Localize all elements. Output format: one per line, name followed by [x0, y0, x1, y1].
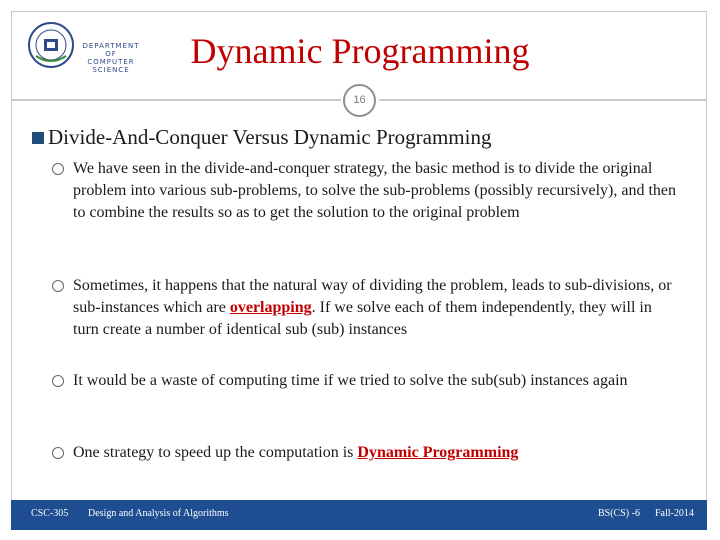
- program-label: BS(CS) -6: [598, 508, 640, 519]
- title-divider-left: [11, 99, 341, 101]
- footer-bar: [11, 500, 707, 530]
- course-code: CSC-305: [31, 508, 69, 519]
- square-bullet-icon: [32, 132, 44, 144]
- bullet-text-before: One strategy to speed up the computation is: [73, 444, 358, 461]
- highlight-dynamic-programming: Dynamic Programming: [357, 444, 519, 461]
- logo-line-2: COMPUTER: [87, 58, 135, 66]
- title-divider-right: [379, 99, 707, 101]
- bullet-text: [73, 442, 678, 464]
- university-seal-icon: [26, 20, 76, 70]
- slide-title: Dynamic Programming: [190, 31, 530, 71]
- course-title: Design and Analysis of Algorithms: [88, 508, 229, 519]
- page-number: 16: [343, 84, 376, 117]
- logo-line-1: DEPARTMENT OF: [82, 42, 140, 58]
- circle-bullet-icon: [52, 447, 64, 459]
- circle-bullet-icon: [52, 280, 64, 292]
- department-name: [76, 42, 146, 74]
- section-heading: [32, 125, 692, 150]
- term-label: Fall-2014: [655, 508, 694, 519]
- circle-bullet-icon: [52, 163, 64, 175]
- department-logo: [26, 20, 141, 74]
- section-heading-text: Divide-And-Conquer Versus Dynamic Programming: [48, 125, 492, 149]
- bullet-text-after: . If we solve each of them independently, they will in turn create a number of identical sub (sub) instances: [73, 299, 652, 338]
- bullet-text: It would be a waste of computing time if we tried to solve the sub(sub) instances again: [73, 372, 628, 389]
- bullet-text-before: Sometimes, it happens that the natural way of dividing the problem, leads to sub-divisions, or sub-instances which are: [73, 277, 672, 316]
- logo-line-3: SCIENCE: [92, 66, 130, 74]
- bullet-text: [73, 275, 678, 341]
- circle-bullet-icon: [52, 375, 64, 387]
- highlight-overlapping: overlapping: [229, 299, 312, 316]
- bullet-text: We have seen in the divide-and-conquer strategy, the basic method is to divide the original problem into various sub-problems, to solve the sub-problems (possibly recursively), and then to combine the results so as to get the solution to the original problem: [73, 160, 677, 221]
